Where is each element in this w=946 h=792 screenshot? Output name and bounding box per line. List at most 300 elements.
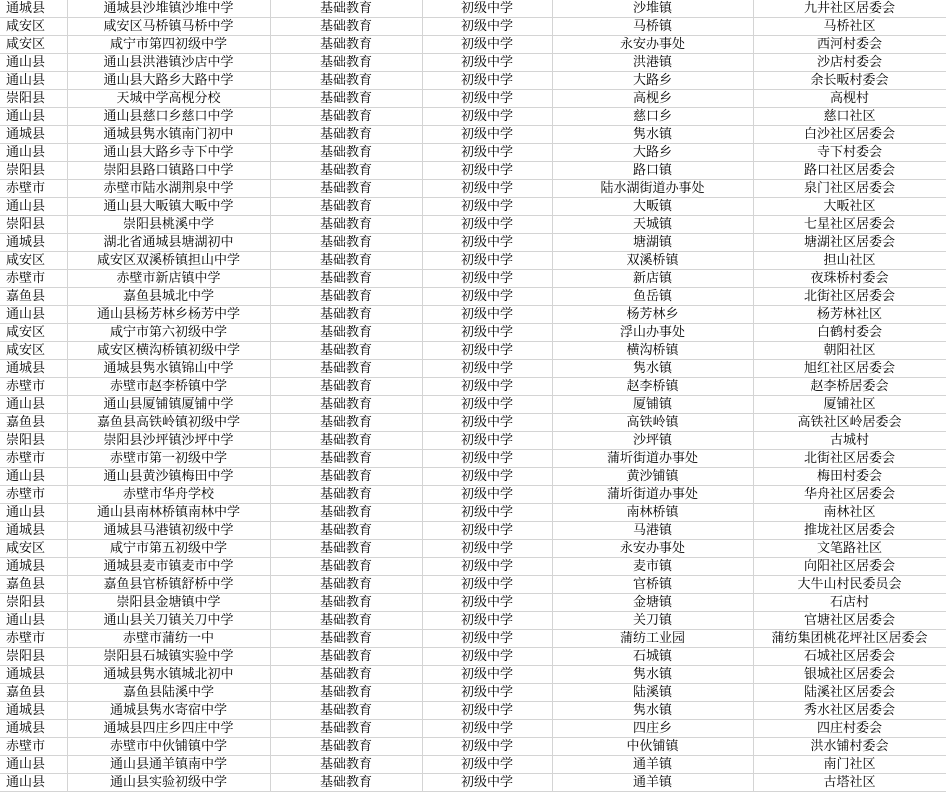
cell-community[interactable]: 西河村委会 <box>753 36 946 54</box>
cell-school-name[interactable]: 赤壁市新店镇中学 <box>67 270 270 288</box>
cell-education-category[interactable]: 基础教育 <box>270 216 422 234</box>
cell-education-category[interactable]: 基础教育 <box>270 72 422 90</box>
cell-county[interactable]: 赤壁市 <box>0 630 67 648</box>
cell-education-category[interactable]: 基础教育 <box>270 54 422 72</box>
cell-town[interactable]: 隽水镇 <box>552 666 753 684</box>
cell-community[interactable]: 马桥社区 <box>753 18 946 36</box>
cell-education-category[interactable]: 基础教育 <box>270 576 422 594</box>
cell-education-category[interactable]: 基础教育 <box>270 90 422 108</box>
cell-community[interactable]: 路口社区居委会 <box>753 162 946 180</box>
cell-school-type[interactable]: 初级中学 <box>422 108 552 126</box>
cell-community[interactable]: 古城村 <box>753 432 946 450</box>
table-row <box>0 144 946 162</box>
cell-county[interactable]: 咸安区 <box>0 36 67 54</box>
cell-school-type[interactable]: 初级中学 <box>422 324 552 342</box>
cell-school-name[interactable]: 咸宁市第六初级中学 <box>67 324 270 342</box>
cell-school-type[interactable]: 初级中学 <box>422 54 552 72</box>
cell-community[interactable]: 蒲纺集团桃花坪社区居委会 <box>753 630 946 648</box>
cell-town[interactable]: 麦市镇 <box>552 558 753 576</box>
cell-town[interactable]: 浮山办事处 <box>552 324 753 342</box>
cell-education-category[interactable]: 基础教育 <box>270 108 422 126</box>
cell-education-category[interactable]: 基础教育 <box>270 486 422 504</box>
cell-community[interactable]: 慈口社区 <box>753 108 946 126</box>
cell-town[interactable]: 杨芳林乡 <box>552 306 753 324</box>
table-row <box>0 342 946 360</box>
cell-community[interactable]: 赵李桥居委会 <box>753 378 946 396</box>
cell-town[interactable]: 通羊镇 <box>552 756 753 774</box>
cell-school-name[interactable]: 通山县大路乡大路中学 <box>67 72 270 90</box>
cell-county[interactable]: 通山县 <box>0 144 67 162</box>
cell-community[interactable]: 厦铺社区 <box>753 396 946 414</box>
cell-education-category[interactable]: 基础教育 <box>270 180 422 198</box>
cell-town[interactable]: 中伙铺镇 <box>552 738 753 756</box>
cell-education-category[interactable]: 基础教育 <box>270 126 422 144</box>
cell-town[interactable]: 马桥镇 <box>552 18 753 36</box>
cell-education-category[interactable]: 基础教育 <box>270 648 422 666</box>
cell-community[interactable]: 梅田村委会 <box>753 468 946 486</box>
cell-town[interactable]: 陆水湖街道办事处 <box>552 180 753 198</box>
cell-county[interactable]: 通山县 <box>0 306 67 324</box>
cell-town[interactable]: 南林桥镇 <box>552 504 753 522</box>
cell-town[interactable]: 关刀镇 <box>552 612 753 630</box>
cell-county[interactable]: 通城县 <box>0 360 67 378</box>
cell-school-type[interactable]: 初级中学 <box>422 450 552 468</box>
cell-community[interactable]: 秀水社区居委会 <box>753 702 946 720</box>
cell-education-category[interactable]: 基础教育 <box>270 18 422 36</box>
cell-town[interactable]: 路口镇 <box>552 162 753 180</box>
cell-education-category[interactable]: 基础教育 <box>270 468 422 486</box>
cell-school-type[interactable]: 初级中学 <box>422 540 552 558</box>
cell-education-category[interactable]: 基础教育 <box>270 756 422 774</box>
cell-town[interactable]: 隽水镇 <box>552 126 753 144</box>
cell-education-category[interactable]: 基础教育 <box>270 342 422 360</box>
table-row <box>0 18 946 36</box>
table-row <box>0 558 946 576</box>
cell-town[interactable]: 通羊镇 <box>552 774 753 792</box>
cell-school-type[interactable]: 初级中学 <box>422 396 552 414</box>
table-row <box>0 666 946 684</box>
cell-county[interactable]: 嘉鱼县 <box>0 576 67 594</box>
cell-county[interactable]: 通城县 <box>0 522 67 540</box>
cell-school-type[interactable]: 初级中学 <box>422 72 552 90</box>
cell-community[interactable]: 陆溪社区居委会 <box>753 684 946 702</box>
cell-school-name[interactable]: 通城县麦市镇麦市中学 <box>67 558 270 576</box>
cell-county[interactable]: 咸安区 <box>0 342 67 360</box>
cell-school-type[interactable]: 初级中学 <box>422 198 552 216</box>
cell-school-name[interactable]: 咸安区横沟桥镇初级中学 <box>67 342 270 360</box>
cell-education-category[interactable]: 基础教育 <box>270 684 422 702</box>
cell-town[interactable]: 大畈镇 <box>552 198 753 216</box>
cell-town[interactable]: 天城镇 <box>552 216 753 234</box>
cell-education-category[interactable]: 基础教育 <box>270 252 422 270</box>
table-row <box>0 90 946 108</box>
cell-school-type[interactable]: 初级中学 <box>422 252 552 270</box>
cell-school-type[interactable]: 初级中学 <box>422 360 552 378</box>
cell-town[interactable]: 马港镇 <box>552 522 753 540</box>
cell-county[interactable]: 赤壁市 <box>0 450 67 468</box>
cell-school-type[interactable]: 初级中学 <box>422 576 552 594</box>
cell-school-name[interactable]: 通城县四庄乡四庄中学 <box>67 720 270 738</box>
cell-school-type[interactable]: 初级中学 <box>422 216 552 234</box>
cell-education-category[interactable]: 基础教育 <box>270 738 422 756</box>
cell-school-name[interactable]: 嘉鱼县陆溪中学 <box>67 684 270 702</box>
cell-school-name[interactable]: 通城县隽水寄宿中学 <box>67 702 270 720</box>
cell-community[interactable]: 石店村 <box>753 594 946 612</box>
cell-school-name[interactable]: 通城县隽水镇南门初中 <box>67 126 270 144</box>
cell-school-name[interactable]: 赤壁市赵李桥镇中学 <box>67 378 270 396</box>
cell-education-category[interactable]: 基础教育 <box>270 306 422 324</box>
cell-county[interactable]: 通山县 <box>0 108 67 126</box>
cell-county[interactable]: 通山县 <box>0 756 67 774</box>
table-row <box>0 0 946 18</box>
cell-school-type[interactable]: 初级中学 <box>422 126 552 144</box>
table-row <box>0 126 946 144</box>
cell-school-name[interactable]: 通山县黄沙镇梅田中学 <box>67 468 270 486</box>
cell-county[interactable]: 通城县 <box>0 0 67 18</box>
cell-education-category[interactable]: 基础教育 <box>270 162 422 180</box>
cell-school-type[interactable]: 初级中学 <box>422 684 552 702</box>
cell-community[interactable]: 官塘社区居委会 <box>753 612 946 630</box>
cell-community[interactable]: 大牛山村民委员会 <box>753 576 946 594</box>
cell-county[interactable]: 咸安区 <box>0 252 67 270</box>
cell-education-category[interactable]: 基础教育 <box>270 504 422 522</box>
cell-town[interactable]: 高枧乡 <box>552 90 753 108</box>
cell-community[interactable]: 沙店村委会 <box>753 54 946 72</box>
cell-town[interactable]: 蒲圻街道办事处 <box>552 486 753 504</box>
cell-community[interactable]: 泉门社区居委会 <box>753 180 946 198</box>
cell-county[interactable]: 嘉鱼县 <box>0 684 67 702</box>
cell-community[interactable]: 北街社区居委会 <box>753 288 946 306</box>
cell-education-category[interactable]: 基础教育 <box>270 288 422 306</box>
cell-town[interactable]: 黄沙铺镇 <box>552 468 753 486</box>
cell-community[interactable]: 北街社区居委会 <box>753 450 946 468</box>
table-row <box>0 738 946 756</box>
cell-county[interactable]: 通城县 <box>0 126 67 144</box>
table-row <box>0 576 946 594</box>
table-row <box>0 72 946 90</box>
table-row <box>0 198 946 216</box>
cell-school-type[interactable]: 初级中学 <box>422 342 552 360</box>
cell-school-name[interactable]: 通城县隽水镇锦山中学 <box>67 360 270 378</box>
cell-education-category[interactable]: 基础教育 <box>270 324 422 342</box>
cell-community[interactable]: 高枧村 <box>753 90 946 108</box>
cell-school-name[interactable]: 嘉鱼县官桥镇舒桥中学 <box>67 576 270 594</box>
cell-county[interactable]: 嘉鱼县 <box>0 414 67 432</box>
cell-community[interactable]: 推垅社区居委会 <box>753 522 946 540</box>
cell-county[interactable]: 崇阳县 <box>0 432 67 450</box>
cell-county[interactable]: 赤壁市 <box>0 738 67 756</box>
cell-town[interactable]: 隽水镇 <box>552 702 753 720</box>
cell-school-type[interactable]: 初级中学 <box>422 378 552 396</box>
cell-county[interactable]: 通城县 <box>0 558 67 576</box>
cell-education-category[interactable]: 基础教育 <box>270 378 422 396</box>
cell-town[interactable]: 永安办事处 <box>552 540 753 558</box>
cell-school-type[interactable]: 初级中学 <box>422 522 552 540</box>
cell-education-category[interactable]: 基础教育 <box>270 0 422 18</box>
cell-community[interactable]: 旭红社区居委会 <box>753 360 946 378</box>
cell-community[interactable]: 高铁社区岭居委会 <box>753 414 946 432</box>
cell-school-type[interactable]: 初级中学 <box>422 414 552 432</box>
table-row <box>0 36 946 54</box>
cell-town[interactable]: 陆溪镇 <box>552 684 753 702</box>
cell-education-category[interactable]: 基础教育 <box>270 594 422 612</box>
cell-community[interactable]: 九井社区居委会 <box>753 0 946 18</box>
cell-education-category[interactable]: 基础教育 <box>270 630 422 648</box>
table-row <box>0 522 946 540</box>
cell-community[interactable]: 四庄村委会 <box>753 720 946 738</box>
table-row <box>0 270 946 288</box>
cell-town[interactable]: 厦铺镇 <box>552 396 753 414</box>
table-row <box>0 630 946 648</box>
cell-school-name[interactable]: 崇阳县桃溪中学 <box>67 216 270 234</box>
cell-school-type[interactable]: 初级中学 <box>422 738 552 756</box>
cell-school-type[interactable]: 初级中学 <box>422 666 552 684</box>
cell-county[interactable]: 崇阳县 <box>0 162 67 180</box>
cell-community[interactable]: 大畈社区 <box>753 198 946 216</box>
table-row <box>0 450 946 468</box>
table-row <box>0 360 946 378</box>
cell-school-type[interactable]: 初级中学 <box>422 774 552 792</box>
cell-county[interactable]: 通山县 <box>0 396 67 414</box>
cell-community[interactable]: 文笔路社区 <box>753 540 946 558</box>
cell-education-category[interactable]: 基础教育 <box>270 36 422 54</box>
cell-school-name[interactable]: 嘉鱼县高铁岭镇初级中学 <box>67 414 270 432</box>
cell-school-name[interactable]: 通山县关刀镇关刀中学 <box>67 612 270 630</box>
cell-county[interactable]: 崇阳县 <box>0 594 67 612</box>
cell-town[interactable]: 大路乡 <box>552 144 753 162</box>
cell-school-type[interactable]: 初级中学 <box>422 594 552 612</box>
cell-town[interactable]: 赵李桥镇 <box>552 378 753 396</box>
cell-school-name[interactable]: 通山县慈口乡慈口中学 <box>67 108 270 126</box>
cell-town[interactable]: 四庄乡 <box>552 720 753 738</box>
table-row <box>0 324 946 342</box>
cell-school-name[interactable]: 崇阳县沙坪镇沙坪中学 <box>67 432 270 450</box>
cell-school-name[interactable]: 赤壁市中伙铺镇中学 <box>67 738 270 756</box>
cell-community[interactable]: 寺下村委会 <box>753 144 946 162</box>
cell-county[interactable]: 咸安区 <box>0 324 67 342</box>
cell-education-category[interactable]: 基础教育 <box>270 270 422 288</box>
cell-school-type[interactable]: 初级中学 <box>422 18 552 36</box>
cell-school-type[interactable]: 初级中学 <box>422 630 552 648</box>
table-row <box>0 288 946 306</box>
cell-school-name[interactable]: 赤壁市第一初级中学 <box>67 450 270 468</box>
cell-school-name[interactable]: 咸宁市第五初级中学 <box>67 540 270 558</box>
table-row <box>0 774 946 792</box>
cell-education-category[interactable]: 基础教育 <box>270 144 422 162</box>
cell-education-category[interactable]: 基础教育 <box>270 666 422 684</box>
cell-school-name[interactable]: 赤壁市蒲纺一中 <box>67 630 270 648</box>
cell-town[interactable]: 隽水镇 <box>552 360 753 378</box>
cell-community[interactable]: 朝阳社区 <box>753 342 946 360</box>
cell-education-category[interactable]: 基础教育 <box>270 198 422 216</box>
table-row <box>0 684 946 702</box>
cell-county[interactable]: 赤壁市 <box>0 180 67 198</box>
cell-community[interactable]: 向阳社区居委会 <box>753 558 946 576</box>
cell-community[interactable]: 担山社区 <box>753 252 946 270</box>
cell-county[interactable]: 通山县 <box>0 612 67 630</box>
cell-school-type[interactable]: 初级中学 <box>422 612 552 630</box>
cell-school-type[interactable]: 初级中学 <box>422 504 552 522</box>
cell-school-name[interactable]: 嘉鱼县城北中学 <box>67 288 270 306</box>
cell-education-category[interactable]: 基础教育 <box>270 396 422 414</box>
cell-town[interactable]: 永安办事处 <box>552 36 753 54</box>
cell-school-name[interactable]: 通山县通羊镇南中学 <box>67 756 270 774</box>
cell-school-type[interactable]: 初级中学 <box>422 144 552 162</box>
cell-school-name[interactable]: 通山县实验初级中学 <box>67 774 270 792</box>
cell-education-category[interactable]: 基础教育 <box>270 540 422 558</box>
cell-community[interactable]: 余长畈村委会 <box>753 72 946 90</box>
cell-community[interactable]: 古塔社区 <box>753 774 946 792</box>
cell-county[interactable]: 赤壁市 <box>0 486 67 504</box>
cell-school-type[interactable]: 初级中学 <box>422 648 552 666</box>
cell-county[interactable]: 崇阳县 <box>0 216 67 234</box>
table-row <box>0 486 946 504</box>
cell-town[interactable]: 横沟桥镇 <box>552 342 753 360</box>
table-row <box>0 594 946 612</box>
cell-education-category[interactable]: 基础教育 <box>270 612 422 630</box>
cell-school-name[interactable]: 通山县大路乡寺下中学 <box>67 144 270 162</box>
table-row <box>0 306 946 324</box>
cell-town[interactable]: 新店镇 <box>552 270 753 288</box>
cell-town[interactable]: 洪港镇 <box>552 54 753 72</box>
cell-school-name[interactable]: 咸安区马桥镇马桥中学 <box>67 18 270 36</box>
cell-town[interactable]: 双溪桥镇 <box>552 252 753 270</box>
cell-school-type[interactable]: 初级中学 <box>422 288 552 306</box>
cell-school-type[interactable]: 初级中学 <box>422 756 552 774</box>
cell-school-type[interactable]: 初级中学 <box>422 234 552 252</box>
cell-education-category[interactable]: 基础教育 <box>270 234 422 252</box>
cell-town[interactable]: 慈口乡 <box>552 108 753 126</box>
cell-school-name[interactable]: 天城中学高枧分校 <box>67 90 270 108</box>
cell-community[interactable]: 白鹤村委会 <box>753 324 946 342</box>
cell-school-name[interactable]: 通城县隽水镇城北初中 <box>67 666 270 684</box>
cell-community[interactable]: 洪水铺村委会 <box>753 738 946 756</box>
cell-school-name[interactable]: 通山县杨芳林乡杨芳中学 <box>67 306 270 324</box>
cell-school-type[interactable]: 初级中学 <box>422 306 552 324</box>
table-row <box>0 702 946 720</box>
cell-school-name[interactable]: 通山县洪港镇沙店中学 <box>67 54 270 72</box>
cell-education-category[interactable]: 基础教育 <box>270 522 422 540</box>
cell-town[interactable]: 高铁岭镇 <box>552 414 753 432</box>
cell-town[interactable]: 沙堆镇 <box>552 0 753 18</box>
cell-town[interactable]: 塘湖镇 <box>552 234 753 252</box>
cell-town[interactable]: 石城镇 <box>552 648 753 666</box>
cell-school-type[interactable]: 初级中学 <box>422 36 552 54</box>
cell-county[interactable]: 通山县 <box>0 54 67 72</box>
table-row <box>0 396 946 414</box>
cell-community[interactable]: 塘湖社区居委会 <box>753 234 946 252</box>
table-row <box>0 54 946 72</box>
cell-school-type[interactable]: 初级中学 <box>422 702 552 720</box>
cell-community[interactable]: 银城社区居委会 <box>753 666 946 684</box>
cell-education-category[interactable]: 基础教育 <box>270 702 422 720</box>
cell-county[interactable]: 通城县 <box>0 666 67 684</box>
cell-county[interactable]: 咸安区 <box>0 540 67 558</box>
table-row <box>0 378 946 396</box>
cell-county[interactable]: 嘉鱼县 <box>0 288 67 306</box>
table-row <box>0 216 946 234</box>
cell-school-name[interactable]: 通山县南林桥镇南林中学 <box>67 504 270 522</box>
cell-school-name[interactable]: 赤壁市陆水湖荆泉中学 <box>67 180 270 198</box>
cell-county[interactable]: 通城县 <box>0 702 67 720</box>
cell-town[interactable]: 鱼岳镇 <box>552 288 753 306</box>
table-row <box>0 540 946 558</box>
cell-school-name[interactable]: 赤壁市华舟学校 <box>67 486 270 504</box>
cell-county[interactable]: 崇阳县 <box>0 648 67 666</box>
table-row <box>0 468 946 486</box>
cell-school-name[interactable]: 崇阳县石城镇实验中学 <box>67 648 270 666</box>
cell-town[interactable]: 蒲纺工业园 <box>552 630 753 648</box>
cell-county[interactable]: 通城县 <box>0 234 67 252</box>
cell-education-category[interactable]: 基础教育 <box>270 360 422 378</box>
table-row <box>0 162 946 180</box>
cell-school-name[interactable]: 咸安区双溪桥镇担山中学 <box>67 252 270 270</box>
cell-school-name[interactable]: 通山县大畈镇大畈中学 <box>67 198 270 216</box>
cell-community[interactable]: 南林社区 <box>753 504 946 522</box>
cell-school-type[interactable]: 初级中学 <box>422 270 552 288</box>
cell-school-name[interactable]: 通城县沙堆镇沙堆中学 <box>67 0 270 18</box>
cell-community[interactable]: 白沙社区居委会 <box>753 126 946 144</box>
cell-school-type[interactable]: 初级中学 <box>422 432 552 450</box>
cell-school-type[interactable]: 初级中学 <box>422 468 552 486</box>
table-row <box>0 234 946 252</box>
table-row <box>0 180 946 198</box>
cell-county[interactable]: 通山县 <box>0 504 67 522</box>
cell-town[interactable]: 沙坪镇 <box>552 432 753 450</box>
cell-community[interactable]: 南门社区 <box>753 756 946 774</box>
cell-community[interactable]: 华舟社区居委会 <box>753 486 946 504</box>
cell-school-name[interactable]: 咸宁市第四初级中学 <box>67 36 270 54</box>
cell-county[interactable]: 通山县 <box>0 774 67 792</box>
cell-county[interactable]: 通城县 <box>0 720 67 738</box>
cell-education-category[interactable]: 基础教育 <box>270 450 422 468</box>
cell-school-type[interactable]: 初级中学 <box>422 162 552 180</box>
cell-county[interactable]: 赤壁市 <box>0 378 67 396</box>
cell-community[interactable]: 石城社区居委会 <box>753 648 946 666</box>
cell-education-category[interactable]: 基础教育 <box>270 720 422 738</box>
cell-school-name[interactable]: 崇阳县路口镇路口中学 <box>67 162 270 180</box>
cell-school-type[interactable]: 初级中学 <box>422 90 552 108</box>
cell-community[interactable]: 七星社区居委会 <box>753 216 946 234</box>
cell-school-type[interactable]: 初级中学 <box>422 558 552 576</box>
cell-county[interactable]: 崇阳县 <box>0 90 67 108</box>
cell-town[interactable]: 蒲圻街道办事处 <box>552 450 753 468</box>
cell-school-type[interactable]: 初级中学 <box>422 720 552 738</box>
cell-school-name[interactable]: 湖北省通城县塘湖初中 <box>67 234 270 252</box>
cell-education-category[interactable]: 基础教育 <box>270 432 422 450</box>
cell-education-category[interactable]: 基础教育 <box>270 558 422 576</box>
cell-town[interactable]: 金塘镇 <box>552 594 753 612</box>
cell-community[interactable]: 夜珠桥村委会 <box>753 270 946 288</box>
cell-school-type[interactable]: 初级中学 <box>422 486 552 504</box>
cell-school-name[interactable]: 崇阳县金塘镇中学 <box>67 594 270 612</box>
cell-county[interactable]: 咸安区 <box>0 18 67 36</box>
cell-education-category[interactable]: 基础教育 <box>270 414 422 432</box>
cell-school-type[interactable]: 初级中学 <box>422 180 552 198</box>
table-row <box>0 756 946 774</box>
cell-school-type[interactable]: 初级中学 <box>422 0 552 18</box>
cell-county[interactable]: 通山县 <box>0 198 67 216</box>
cell-education-category[interactable]: 基础教育 <box>270 774 422 792</box>
cell-town[interactable]: 大路乡 <box>552 72 753 90</box>
cell-town[interactable]: 官桥镇 <box>552 576 753 594</box>
cell-school-name[interactable]: 通山县厦铺镇厦铺中学 <box>67 396 270 414</box>
cell-county[interactable]: 通山县 <box>0 468 67 486</box>
cell-county[interactable]: 赤壁市 <box>0 270 67 288</box>
cell-school-name[interactable]: 通城县马港镇初级中学 <box>67 522 270 540</box>
cell-community[interactable]: 杨芳林社区 <box>753 306 946 324</box>
cell-county[interactable]: 通山县 <box>0 72 67 90</box>
